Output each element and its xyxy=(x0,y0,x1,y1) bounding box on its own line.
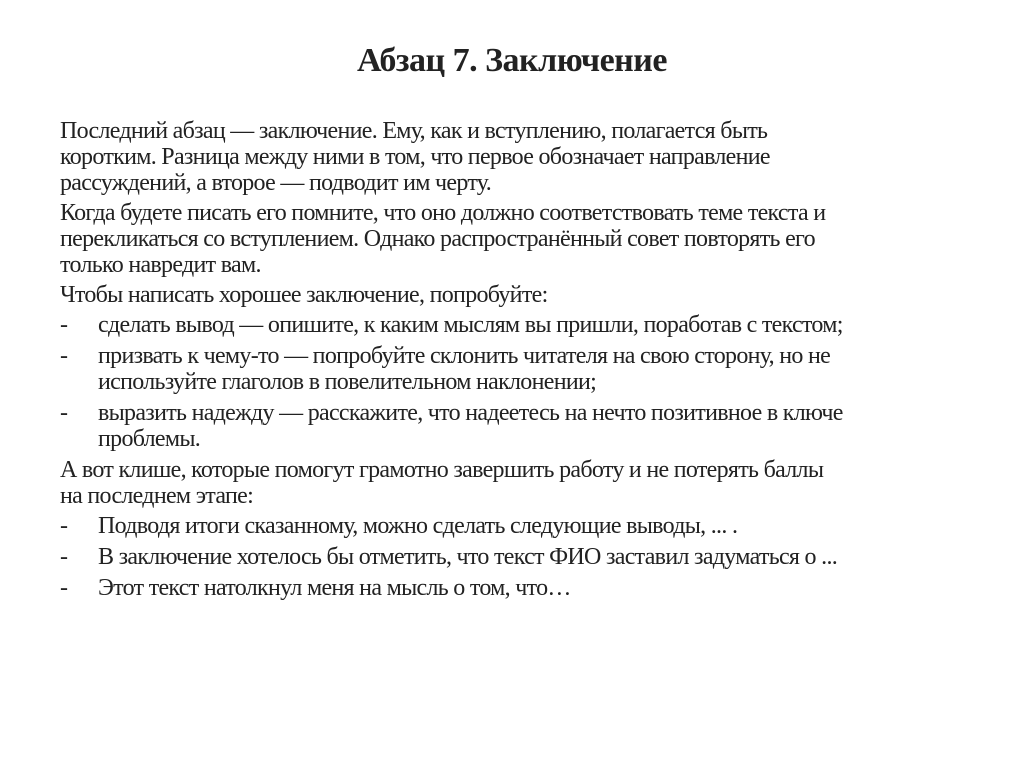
text-line: коротким. Разница между ними в том, что первое обозначает направление xyxy=(60,144,770,170)
text-line: перекликаться со вступлением. Однако распространённый совет повторять его xyxy=(60,226,815,252)
list-item xyxy=(60,575,980,601)
list-item xyxy=(60,544,980,570)
paragraph-3 xyxy=(60,282,980,308)
text-line: сделать вывод — опишите, к каким мыслям вы пришли, поработав с текстом; xyxy=(98,312,843,338)
slide-title: Абзац 7. Заключение xyxy=(357,42,667,79)
text-line: Подводя итоги сказанному, можно сделать следующие выводы, ... . xyxy=(98,513,738,539)
text-line: используйте глаголов в повелительном наклонении; xyxy=(98,369,597,395)
text-line: А вот клише, которые помогут грамотно завершить работу и не потерять баллы xyxy=(60,457,824,483)
text-line: выразить надежду — расскажите, что надеетесь на нечто позитивное в ключе xyxy=(98,400,843,426)
list-item xyxy=(60,513,980,539)
text-line: Этот текст натолкнул меня на мысль о том, что… xyxy=(98,575,571,601)
list-item xyxy=(60,400,980,452)
text-line: В заключение хотелось бы отметить, что текст ФИО заставил задуматься о ... xyxy=(98,544,838,570)
paragraph-1 xyxy=(60,118,980,196)
list-item xyxy=(60,343,980,395)
list-item xyxy=(60,312,980,338)
text-line: проблемы. xyxy=(98,426,201,452)
bullet-dash: - xyxy=(60,575,68,601)
paragraph-4 xyxy=(60,457,980,509)
paragraph-2 xyxy=(60,200,980,278)
bullet-dash: - xyxy=(60,544,68,570)
text-line: Последний абзац — заключение. Ему, как и вступлению, полагается быть xyxy=(60,118,768,144)
text-line: Чтобы написать хорошее заключение, попробуйте: xyxy=(60,282,548,308)
slide-body xyxy=(60,118,980,606)
text-line: на последнем этапе: xyxy=(60,483,254,509)
text-line: рассуждений, а второе — подводит им черту. xyxy=(60,170,491,196)
text-line: только навредит вам. xyxy=(60,252,261,278)
text-line: Когда будете писать его помните, что оно должно соответствовать теме текста и xyxy=(60,200,826,226)
bullet-dash: - xyxy=(60,400,68,426)
bullet-dash: - xyxy=(60,312,68,338)
text-line: призвать к чему-то — попробуйте склонить читателя на свою сторону, но не xyxy=(98,343,831,369)
bullet-dash: - xyxy=(60,513,68,539)
bullet-dash: - xyxy=(60,343,68,369)
